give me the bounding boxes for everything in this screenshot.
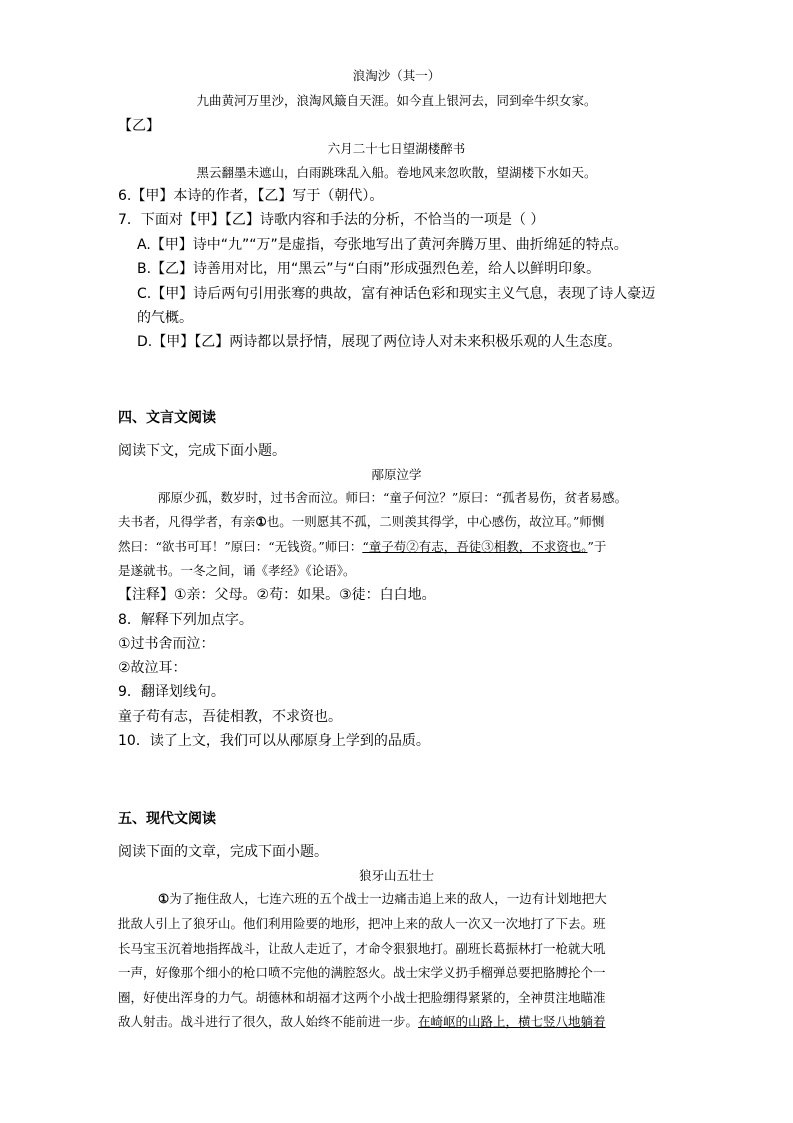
question-7-option-c: C.【甲】诗后两句引用张骞的典故，富有神话色彩和现实主义气息，表现了诗人豪迈 (137, 286, 656, 302)
paragraph-number: ① (158, 891, 170, 906)
section5-passage-title: 狼牙山五壮士 (358, 868, 434, 883)
question-8-item-2: ②故泣耳： (118, 660, 187, 676)
article-line-3: 长马宝玉沉着地指挥战斗，让敌人走近了，才命令狠狠地打。副班长葛振林打一枪就大吼 (118, 941, 606, 956)
question-9: 9．翻译划线句。 (118, 684, 225, 700)
passage-line-1: 邴原少孤，数岁时，过书舍而泣。师曰：“童子何泣？”原曰：“孤者易伤，贫者易感。 (158, 490, 628, 505)
question-7-option-d: D.【甲】【乙】两诗都以景抒情，展现了两位诗人对未来积极乐观的人生态度。 (137, 334, 622, 350)
poem1-text: 九曲黄河万里沙，浪淘风簸自天涯。如今直上银河去，同到牵牛织女家。 (196, 93, 597, 108)
article-line-1: ①为了拖住敌人，七连六班的五个战士一边痛击追上来的敌人，一边有计划地把大 (158, 891, 607, 906)
article-line-4: 一声，好像那个细小的枪口喷不完他的满腔怒火。战士宋学义扔手榴弹总要把胳膊抡个一 (118, 965, 606, 980)
note-marker-2: ② (406, 539, 419, 554)
question-9-sentence: 童子苟有志，吾徒相教，不求资也。 (118, 709, 342, 725)
question-8: 8．解释下列加点字。 (118, 612, 253, 628)
section4-instruction: 阅读下文，完成下面小题。 (118, 443, 286, 459)
note-marker-1: ① (255, 514, 267, 529)
underlined-sentence: “童子苟②有志，吾徒③相教，不求资也。 (362, 539, 588, 554)
question-7-option-b: B.【乙】诗善用对比，用“黑云”与“白雨”形成强烈色差，给人以鲜明印象。 (137, 261, 601, 277)
section5-heading: 五、现代文阅读 (118, 811, 216, 827)
underlined-phrase: 在崎岖的山路上，横七竖八地躺着 (418, 1014, 606, 1029)
section4-passage-title: 邴原泣学 (371, 467, 422, 482)
passage-line-2: 夫书者，凡得学者，有亲①也。一则愿其不孤，二则羡其得学，中心感伤，故泣耳。”师恻 (118, 514, 605, 529)
poem1-title: 浪淘沙（其一） (352, 68, 441, 83)
question-10: 10．读了上文，我们可以从邴原身上学到的品质。 (118, 733, 430, 749)
poem2-title: 六月二十七日望湖楼醉书 (327, 141, 466, 156)
annotation: 【注释】①亲：父母。②苟：如果。③徒：白白地。 (118, 587, 436, 603)
article-line-6: 敌人射击。战斗进行了很久，敌人始终不能前进一步。在崎岖的山路上，横七竖八地躺着 (118, 1014, 606, 1029)
article-line-5: 圈，好使出浑身的力气。胡德林和胡福才这两个小战士把脸绷得紧紧的，全神贯注地瞄准 (118, 990, 606, 1005)
question-8-item-1: ①过书舍而泣： (118, 636, 215, 652)
question-6: 6.【甲】本诗的作者，【乙】写于（朝代）。 (118, 188, 384, 204)
passage-line-4: 是遂就书。一冬之间，诵《孝经》《论语》。 (118, 563, 356, 578)
note-marker-3: ③ (481, 539, 494, 554)
section4-heading: 四、文言文阅读 (118, 410, 216, 426)
question-7-stem: 7．下面对【甲】【乙】诗歌内容和手法的分析，不恰当的一项是（ ） (118, 212, 545, 228)
section5-instruction: 阅读下面的文章，完成下面小题。 (118, 844, 328, 860)
question-7-option-a: A.【甲】诗中“九”“万”是虚指，夸张地写出了黄河奔腾万里、曲折绵延的特点。 (137, 237, 628, 253)
question-7-option-c-cont: 的气概。 (137, 310, 193, 326)
poem2-label: 【乙】 (118, 118, 160, 134)
passage-line-3: 然曰：“欲书可耳！”原曰：“无钱资。”师曰：“童子苟②有志，吾徒③相教，不求资也。”于 (118, 539, 607, 554)
poem2-text: 黑云翻墨未遮山，白雨跳珠乱入船。卷地风来忽吹散，望湖楼下水如天。 (196, 165, 597, 180)
article-line-2: 批敌人引上了狼牙山。他们利用险要的地形，把冲上来的敌人一次又一次地打了下去。班 (118, 916, 606, 931)
